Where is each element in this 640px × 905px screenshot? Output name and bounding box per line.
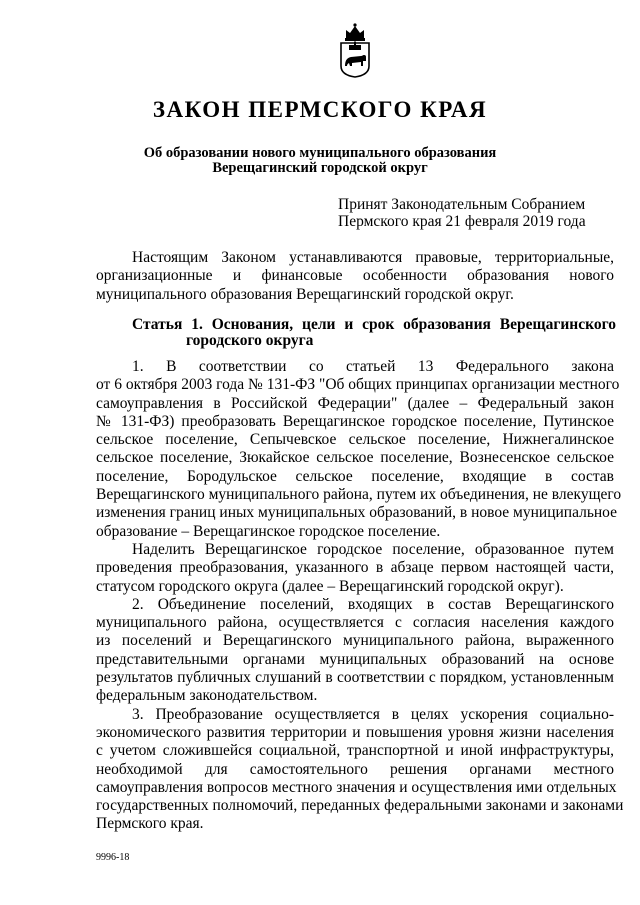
- text-line: муниципального района, осуществляется с согласия населения каждого: [96, 614, 614, 632]
- text-line: № 131-ФЗ) преобразовать Верещагинское городское поселение, Путинское: [96, 412, 614, 430]
- text-line: Верещагинского муниципального района, путем их объединения, не влекущего: [96, 486, 622, 504]
- text-line: образование – Верещагинское городское поселение.: [96, 522, 441, 540]
- article-body: [96, 358, 624, 834]
- law-subtitle: [0, 146, 640, 176]
- text-line: представительными органами муниципальных образований на основе: [96, 650, 614, 668]
- text-line: статусом городского округа (далее – Верещагинский городской округ).: [96, 577, 564, 595]
- text-line: организационные и финансовые особенности образования нового: [96, 267, 614, 285]
- text-line: самоуправления в Российской Федерации" (далее – Федеральный закон: [96, 394, 614, 412]
- text-line: необходимой для самостоятельного решения органами местного: [96, 760, 614, 778]
- adoption-note: [338, 196, 586, 230]
- document-number: 9996-18: [96, 852, 130, 863]
- text-line: изменения границ иных муниципальных образований, в новое муниципальное: [96, 504, 618, 522]
- text-line: 3. Преобразование осуществляется в целях ускорения социально-: [132, 705, 614, 723]
- article-heading: [132, 317, 616, 349]
- law-title: ЗАКОН ПЕРМСКОГО КРАЯ: [152, 97, 488, 122]
- text-line: муниципального образования Верещагинский городской округ.: [96, 285, 514, 303]
- text-line: от 6 октября 2003 года № 131-ФЗ "Об общих принципах организации местного: [96, 376, 620, 394]
- text-line: сельское поселение, Зюкайское сельское поселение, Вознесенское сельское: [96, 449, 614, 467]
- text-line: федеральным законодательством.: [96, 687, 318, 705]
- text-line: результатов публичных слушаний в соответствии с порядком, установленным: [96, 669, 614, 687]
- text-line: Наделить Верещагинское городское поселение, образованное путем: [132, 540, 614, 558]
- text-line: Пермского края.: [96, 815, 204, 833]
- subtitle-line: Верещагинский городской округ: [212, 160, 428, 176]
- article-heading-line: городского округа: [186, 332, 314, 349]
- text-line: государственных полномочий, переданных федеральными законами и законами: [96, 797, 624, 815]
- adoption-line: Принят Законодательным Собранием: [338, 196, 586, 213]
- text-line: Настоящим Законом устанавливаются правовые, территориальные,: [132, 249, 614, 266]
- article-heading-line: Статья 1. Основания, цели и срок образования Верещагинского: [132, 316, 616, 333]
- text-line: самоуправления вопросов местного значения и осуществления ими отдельных: [96, 778, 617, 796]
- text-line: с учетом сложившейся социальной, транспортной и иной инфраструктуры,: [96, 742, 614, 760]
- text-line: экономического развития территории и повышения уровня жизни населения: [96, 723, 614, 741]
- text-line: из поселений и Верещагинского муниципального района, выраженного: [96, 632, 614, 650]
- text-line: 2. Объединение поселений, входящих в состав Верещагинского: [132, 595, 614, 613]
- text-line: поселение, Бородульское сельское поселение, входящие в состав: [96, 467, 614, 485]
- adoption-line: Пермского края 21 февраля 2019 года: [338, 213, 586, 230]
- subtitle-line: Об образовании нового муниципального образования: [143, 145, 497, 161]
- text-line: 1. В соответствии со статьей 13 Федерального закона: [132, 358, 614, 375]
- text-line: сельское поселение, Сепычевское сельское поселение, Нижнегалинское: [96, 431, 614, 449]
- text-line: проведения преобразования, указанного в абзаце первом настоящей части,: [96, 559, 614, 577]
- intro-paragraph: [96, 249, 614, 304]
- perm-krai-coat-of-arms-icon: [337, 22, 373, 78]
